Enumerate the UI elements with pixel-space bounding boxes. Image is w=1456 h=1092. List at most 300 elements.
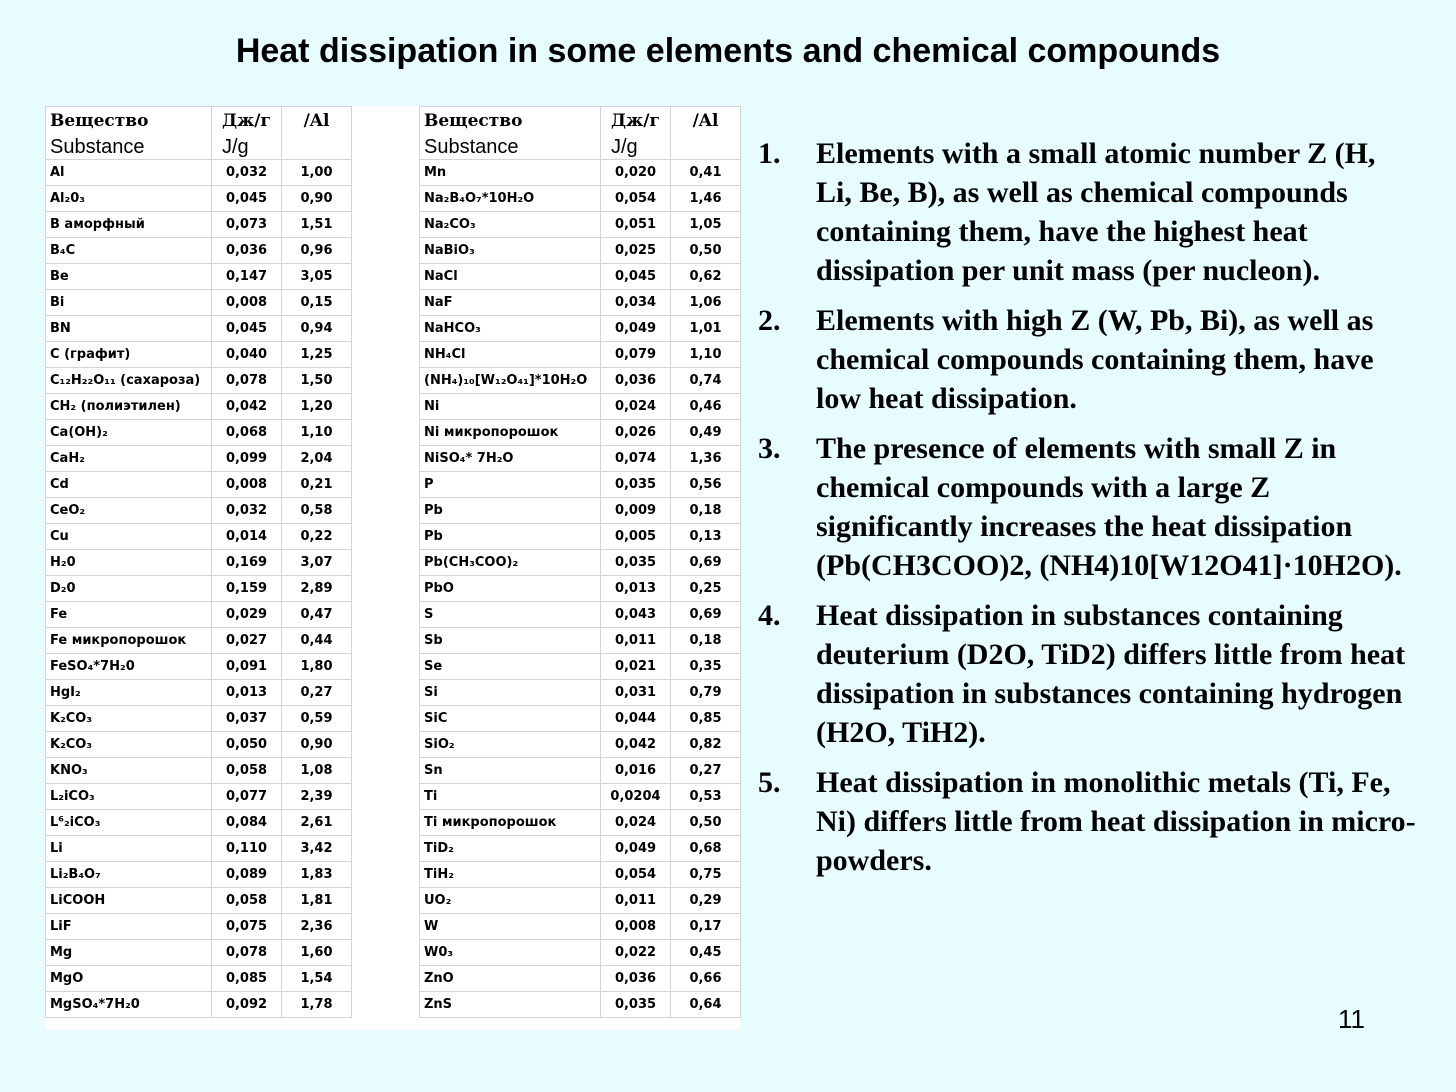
table-cell: 0,077: [212, 784, 282, 810]
table-cell: 0,037: [212, 706, 282, 732]
table-cell: K₂CO₃: [46, 706, 212, 732]
table-cell: B аморфный: [46, 212, 212, 238]
table-cell: 1,80: [282, 654, 352, 680]
table-cell: 1,00: [282, 160, 352, 186]
table-cell: 0,46: [671, 394, 741, 420]
table-cell: 0,045: [601, 264, 671, 290]
table-cell: 0,008: [212, 290, 282, 316]
conclusion-text: Heat dissipation in substances containing deuterium (D2O, TiD2) differs little from heat dissipation in substances containing hydrogen (H2O, TiH2).: [816, 599, 1406, 749]
conclusion-text: Elements with high Z (W, Pb, Bi), as well as chemical compounds containing them, have low heat dissipation.: [816, 304, 1374, 415]
table-cell: 0,024: [601, 810, 671, 836]
conclusion-item: [758, 134, 1418, 290]
table-cell: 0,44: [282, 628, 352, 654]
table-cell: 0,022: [601, 940, 671, 966]
table-row: [46, 342, 741, 368]
table-cell: CaH₂: [46, 446, 212, 472]
table-cell: 0,159: [212, 576, 282, 602]
table-cell: ZnS: [420, 992, 601, 1018]
table-cell: 0,036: [601, 368, 671, 394]
table-cell: 0,045: [212, 186, 282, 212]
slide-title: Heat dissipation in some elements and chemical compounds: [235, 32, 1221, 70]
table-cell: [352, 732, 420, 758]
table-cell: 0,079: [601, 342, 671, 368]
table-row: [46, 420, 741, 446]
table-cell: Вещество: [420, 107, 601, 136]
table-cell: 2,04: [282, 446, 352, 472]
table-cell: [352, 992, 420, 1018]
table-row: [46, 680, 741, 706]
table-cell: Substance: [420, 135, 601, 160]
table-cell: 0,043: [601, 602, 671, 628]
table-cell: Pb(CH₃COO)₂: [420, 550, 601, 576]
table-cell: 0,56: [671, 472, 741, 498]
list-marker: 4.: [758, 599, 781, 632]
table-cell: 0,79: [671, 680, 741, 706]
table-cell: Be: [46, 264, 212, 290]
table-cell: [352, 810, 420, 836]
table-cell: W0₃: [420, 940, 601, 966]
table-cell: P: [420, 472, 601, 498]
table-cell: Ca(OH)₂: [46, 420, 212, 446]
table-cell: 1,51: [282, 212, 352, 238]
table-cell: 3,07: [282, 550, 352, 576]
table-cell: 0,66: [671, 966, 741, 992]
table-cell: [352, 446, 420, 472]
table-cell: Bi: [46, 290, 212, 316]
table-cell: 0,50: [671, 238, 741, 264]
table-cell: 1,01: [671, 316, 741, 342]
table-cell: 0,008: [601, 914, 671, 940]
table-cell: 0,035: [601, 992, 671, 1018]
table-cell: [352, 550, 420, 576]
table-cell: [352, 836, 420, 862]
table-cell: Na₂B₄O₇*10H₂O: [420, 186, 601, 212]
table-cell: 0,011: [601, 628, 671, 654]
table-cell: 0,47: [282, 602, 352, 628]
table-cell: 0,74: [671, 368, 741, 394]
table-cell: [352, 888, 420, 914]
table-cell: 0,110: [212, 836, 282, 862]
table-row: [46, 550, 741, 576]
table-cell: [352, 966, 420, 992]
table-cell: Pb: [420, 498, 601, 524]
table-cell: [352, 706, 420, 732]
table-cell: 0,051: [601, 212, 671, 238]
table-cell: B₄C: [46, 238, 212, 264]
table-cell: [352, 680, 420, 706]
table-cell: Fe микропорошок: [46, 628, 212, 654]
table-cell: 0,64: [671, 992, 741, 1018]
table-cell: 0,035: [601, 550, 671, 576]
table-cell: [352, 212, 420, 238]
table-cell: 0,078: [212, 940, 282, 966]
table-cell: NaCl: [420, 264, 601, 290]
table-cell: 0,044: [601, 706, 671, 732]
table-cell: Ni микропорошок: [420, 420, 601, 446]
table-cell: Cd: [46, 472, 212, 498]
table-cell: Дж/г: [601, 107, 671, 136]
table-row: [46, 186, 741, 212]
table-cell: 0,008: [212, 472, 282, 498]
table-cell: Mg: [46, 940, 212, 966]
table-cell: LiF: [46, 914, 212, 940]
table-cell: S: [420, 602, 601, 628]
table-cell: 0,147: [212, 264, 282, 290]
table-cell: 0,049: [601, 836, 671, 862]
table-row: [46, 602, 741, 628]
table-row: [46, 992, 741, 1018]
table-cell: Se: [420, 654, 601, 680]
table-row: [46, 706, 741, 732]
table-cell: MgO: [46, 966, 212, 992]
table-cell: Pb: [420, 524, 601, 550]
table-cell: [352, 368, 420, 394]
table-cell: 1,54: [282, 966, 352, 992]
table-cell: [352, 472, 420, 498]
table-cell: [282, 135, 352, 160]
list-marker: 2.: [758, 304, 781, 337]
table-cell: ZnO: [420, 966, 601, 992]
conclusion-item: [758, 596, 1418, 752]
table-row: [46, 576, 741, 602]
table-cell: 0,18: [671, 498, 741, 524]
table-cell: 0,59: [282, 706, 352, 732]
conclusion-text: Elements with a small atomic number Z (H, Li, Be, B), as well as chemical compounds containing them, have the highest heat dissipation per unit mass (per nucleon).: [816, 137, 1376, 287]
table-cell: Fe: [46, 602, 212, 628]
table-cell: 0,042: [601, 732, 671, 758]
table-cell: J/g: [601, 135, 671, 160]
table-cell: 0,50: [671, 810, 741, 836]
table-cell: 0,27: [282, 680, 352, 706]
table-cell: FeSO₄*7H₂0: [46, 654, 212, 680]
table-cell: 0,15: [282, 290, 352, 316]
table-cell: CH₂ (полиэтилен): [46, 394, 212, 420]
table-cell: 0,058: [212, 758, 282, 784]
table-row: [46, 368, 741, 394]
table-cell: PbO: [420, 576, 601, 602]
table-row: [46, 524, 741, 550]
table-cell: 0,021: [601, 654, 671, 680]
table-cell: 1,60: [282, 940, 352, 966]
table-cell: /Al: [282, 107, 352, 136]
table-cell: 0,21: [282, 472, 352, 498]
table-cell: 1,46: [671, 186, 741, 212]
table-cell: Ti: [420, 784, 601, 810]
table-cell: 0,068: [212, 420, 282, 446]
table-cell: Cu: [46, 524, 212, 550]
table-cell: K₂CO₃: [46, 732, 212, 758]
table-cell: C (графит): [46, 342, 212, 368]
table-cell: Al₂0₃: [46, 186, 212, 212]
table-cell: [352, 784, 420, 810]
table-cell: [352, 498, 420, 524]
table-row: [46, 966, 741, 992]
table-cell: 3,05: [282, 264, 352, 290]
table-row: [46, 836, 741, 862]
table-cell: 0,054: [601, 186, 671, 212]
table-cell: L⁶₂iCO₃: [46, 810, 212, 836]
table-cell: NaBiO₃: [420, 238, 601, 264]
table-cell: 1,10: [671, 342, 741, 368]
table-cell: 0,036: [601, 966, 671, 992]
table-cell: [352, 576, 420, 602]
table-cell: [352, 107, 420, 136]
table-row: [46, 498, 741, 524]
table-cell: 0,099: [212, 446, 282, 472]
table-row: [46, 446, 741, 472]
table-header-row: [46, 135, 741, 160]
table-row: [46, 784, 741, 810]
table-row: [46, 810, 741, 836]
table-cell: 0,69: [671, 602, 741, 628]
table-cell: UO₂: [420, 888, 601, 914]
table-cell: 0,013: [212, 680, 282, 706]
table-cell: HgI₂: [46, 680, 212, 706]
table-cell: 0,94: [282, 316, 352, 342]
table-cell: 0,011: [601, 888, 671, 914]
table-cell: Sb: [420, 628, 601, 654]
table-cell: 2,36: [282, 914, 352, 940]
table-cell: J/g: [212, 135, 282, 160]
table-cell: 0,014: [212, 524, 282, 550]
conclusion-item: [758, 763, 1418, 880]
table-row: [46, 862, 741, 888]
table-cell: NiSO₄* 7H₂O: [420, 446, 601, 472]
table-cell: 0,026: [601, 420, 671, 446]
table-cell: [352, 135, 420, 160]
table-cell: 1,36: [671, 446, 741, 472]
table-cell: 0,031: [601, 680, 671, 706]
table-cell: 1,20: [282, 394, 352, 420]
table-cell: 0,029: [212, 602, 282, 628]
table-cell: NH₄Cl: [420, 342, 601, 368]
page-number: 11: [1338, 1004, 1365, 1034]
table-cell: KNO₃: [46, 758, 212, 784]
table-cell: [352, 238, 420, 264]
table-cell: 2,39: [282, 784, 352, 810]
heat-dissipation-table: [45, 106, 740, 1030]
table-cell: Mn: [420, 160, 601, 186]
table-row: [46, 914, 741, 940]
table-cell: [352, 342, 420, 368]
table-cell: 0,17: [671, 914, 741, 940]
table-cell: 3,42: [282, 836, 352, 862]
table-cell: 1,06: [671, 290, 741, 316]
table-cell: 1,05: [671, 212, 741, 238]
table-row: [46, 888, 741, 914]
table-cell: [352, 160, 420, 186]
table-cell: [352, 290, 420, 316]
table-cell: Na₂CO₃: [420, 212, 601, 238]
table-cell: 0,18: [671, 628, 741, 654]
table-cell: Ni: [420, 394, 601, 420]
table-cell: MgSO₄*7H₂0: [46, 992, 212, 1018]
table-cell: 0,092: [212, 992, 282, 1018]
table-cell: Li₂B₄O₇: [46, 862, 212, 888]
table-cell: 1,25: [282, 342, 352, 368]
table-row: [46, 316, 741, 342]
table-cell: 0,054: [601, 862, 671, 888]
table-cell: 0,68: [671, 836, 741, 862]
conclusion-item: [758, 301, 1418, 418]
table-cell: TiD₂: [420, 836, 601, 862]
table-cell: C₁₂H₂₂O₁₁ (сахароза): [46, 368, 212, 394]
table-cell: 1,08: [282, 758, 352, 784]
table-cell: [352, 862, 420, 888]
table-cell: H₂0: [46, 550, 212, 576]
table-row: [46, 940, 741, 966]
table-cell: L₂iCO₃: [46, 784, 212, 810]
table-cell: 0,82: [671, 732, 741, 758]
list-marker: 1.: [758, 137, 781, 170]
table-cell: 0,25: [671, 576, 741, 602]
table-cell: 0,075: [212, 914, 282, 940]
conclusions-list: [758, 134, 1418, 891]
table-cell: [352, 940, 420, 966]
table-cell: [352, 264, 420, 290]
table-cell: Li: [46, 836, 212, 862]
table-row: [46, 654, 741, 680]
table-cell: 2,89: [282, 576, 352, 602]
table-cell: 0,091: [212, 654, 282, 680]
table-cell: 0,58: [282, 498, 352, 524]
table-cell: 0,084: [212, 810, 282, 836]
table-cell: 0,69: [671, 550, 741, 576]
table-cell: Ti микропорошок: [420, 810, 601, 836]
table-cell: D₂0: [46, 576, 212, 602]
table-cell: [352, 394, 420, 420]
table-cell: 0,050: [212, 732, 282, 758]
table-cell: 0,005: [601, 524, 671, 550]
table-cell: 0,169: [212, 550, 282, 576]
table-cell: 0,29: [671, 888, 741, 914]
table-cell: CeO₂: [46, 498, 212, 524]
table-cell: LiCOOH: [46, 888, 212, 914]
table-cell: 0,96: [282, 238, 352, 264]
table-cell: [352, 654, 420, 680]
table-cell: 0,53: [671, 784, 741, 810]
table-cell: 0,35: [671, 654, 741, 680]
table-cell: 0,75: [671, 862, 741, 888]
table-cell: 0,45: [671, 940, 741, 966]
table-row: [46, 212, 741, 238]
table-cell: 0,90: [282, 732, 352, 758]
table-cell: 0,034: [601, 290, 671, 316]
table-row: [46, 732, 741, 758]
table-cell: Si: [420, 680, 601, 706]
table-cell: Substance: [46, 135, 212, 160]
table-cell: 0,22: [282, 524, 352, 550]
table-cell: [671, 135, 741, 160]
table-row: [46, 264, 741, 290]
table-cell: SiC: [420, 706, 601, 732]
table-row: [46, 160, 741, 186]
table-cell: (NH₄)₁₀[W₁₂O₄₁]*10H₂O: [420, 368, 601, 394]
table-cell: 0,036: [212, 238, 282, 264]
table-cell: [352, 628, 420, 654]
table-cell: 0,016: [601, 758, 671, 784]
table-cell: 0,058: [212, 888, 282, 914]
conclusion-text: Heat dissipation in monolithic metals (Ti, Fe, Ni) differs little from heat dissipation in micro-powders.: [816, 766, 1416, 877]
table-cell: [352, 758, 420, 784]
table-cell: 0,13: [671, 524, 741, 550]
table-row: [46, 238, 741, 264]
table-cell: [352, 914, 420, 940]
table-cell: 0,085: [212, 966, 282, 992]
table-cell: [352, 420, 420, 446]
table-cell: SiO₂: [420, 732, 601, 758]
table-cell: 0,0204: [601, 784, 671, 810]
table-cell: Дж/г: [212, 107, 282, 136]
list-marker: 3.: [758, 432, 781, 465]
table-cell: 0,073: [212, 212, 282, 238]
table-cell: 0,042: [212, 394, 282, 420]
table-cell: W: [420, 914, 601, 940]
table-row: [46, 758, 741, 784]
table-cell: Al: [46, 160, 212, 186]
table-cell: 2,61: [282, 810, 352, 836]
table-cell: 0,027: [212, 628, 282, 654]
table-cell: BN: [46, 316, 212, 342]
conclusion-text: The presence of elements with small Z in chemical compounds with a large Z significantly increases the heat dissipation (Pb(CH3COO)2, (NH4)10[W12O41]·10H2O).: [816, 432, 1402, 582]
table-cell: 0,045: [212, 316, 282, 342]
table-cell: NaHCO₃: [420, 316, 601, 342]
table-cell: 0,078: [212, 368, 282, 394]
table-cell: 0,49: [671, 420, 741, 446]
table-cell: 0,035: [601, 472, 671, 498]
table-cell: 0,62: [671, 264, 741, 290]
table-cell: 0,90: [282, 186, 352, 212]
table-row: [46, 628, 741, 654]
table-row: [46, 472, 741, 498]
table-cell: 0,013: [601, 576, 671, 602]
table-cell: [352, 316, 420, 342]
table-cell: [352, 524, 420, 550]
table-cell: TiH₂: [420, 862, 601, 888]
table-cell: 1,10: [282, 420, 352, 446]
table-cell: Sn: [420, 758, 601, 784]
table-cell: NaF: [420, 290, 601, 316]
data-table: [45, 106, 741, 1018]
table-cell: [352, 602, 420, 628]
list-marker: 5.: [758, 766, 781, 799]
table-cell: 0,040: [212, 342, 282, 368]
table-cell: 1,83: [282, 862, 352, 888]
table-row: [46, 394, 741, 420]
table-cell: 1,78: [282, 992, 352, 1018]
table-cell: Вещество: [46, 107, 212, 136]
table-cell: 1,81: [282, 888, 352, 914]
conclusion-item: [758, 429, 1418, 585]
table-cell: /Al: [671, 107, 741, 136]
table-cell: 0,41: [671, 160, 741, 186]
table-row: [46, 290, 741, 316]
table-cell: 0,27: [671, 758, 741, 784]
table-cell: [352, 186, 420, 212]
table-cell: 0,020: [601, 160, 671, 186]
table-cell: 0,032: [212, 160, 282, 186]
table-cell: 0,025: [601, 238, 671, 264]
table-cell: 0,049: [601, 316, 671, 342]
table-cell: 1,50: [282, 368, 352, 394]
table-cell: 0,024: [601, 394, 671, 420]
table-header-row: [46, 107, 741, 136]
table-cell: 0,032: [212, 498, 282, 524]
table-cell: 0,009: [601, 498, 671, 524]
table-cell: 0,089: [212, 862, 282, 888]
table-cell: 0,074: [601, 446, 671, 472]
table-cell: 0,85: [671, 706, 741, 732]
